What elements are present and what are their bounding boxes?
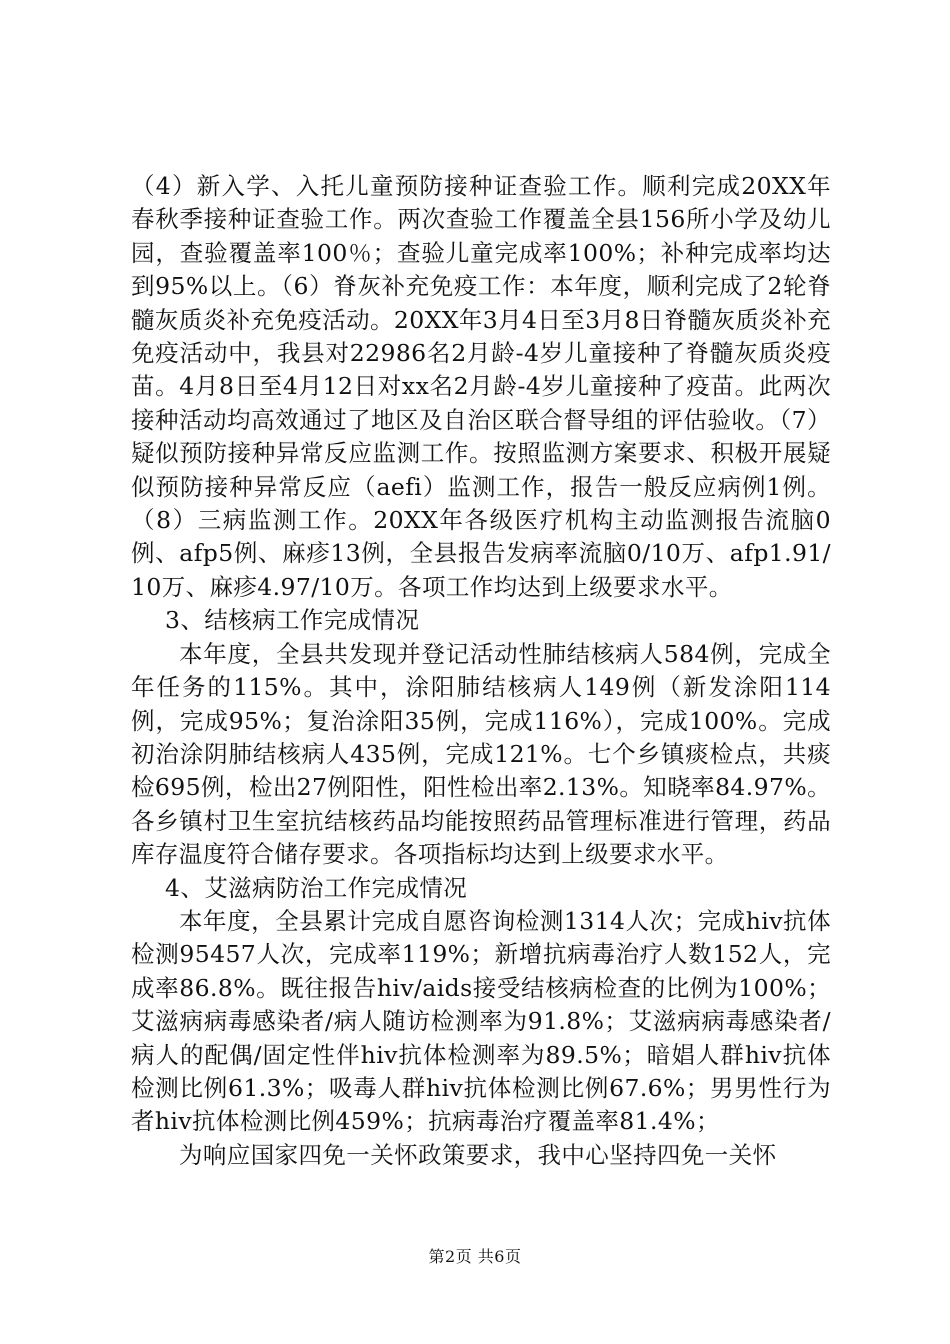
paragraph-four-free-one-care: 为响应国家四免一关怀政策要求，我中心坚持四免一关怀 <box>179 1140 777 1169</box>
paragraph-aids: 本年度，全县累计完成自愿咨询检测1314人次；完成hiv抗体检测95457人次，完成率119%；新增抗病毒治疗人数152人，完成率86.8%。既往报告hiv/aids接受结核病检查的比例为100%；艾滋病病毒感染者/病人随访检测率为91.8%；艾滋病病毒感染者/病人的配偶/固定性伴hiv抗体检测率为89.5%；暗娼人群hiv抗体检测比例61.3%；吸毒人群hiv抗体检测比例67.6%；男男性行为者hiv抗体检测比例459%；抗病毒治疗覆盖率81.4%； <box>131 906 831 1136</box>
page-footer: 第2页 共6页 <box>428 1247 522 1266</box>
section-heading-tuberculosis: 3、结核病工作完成情况 <box>165 606 420 635</box>
paragraph-tuberculosis: 本年度，全县共发现并登记活动性肺结核病人584例，完成全年任务的115%。其中，涂阳肺结核病人149例（新发涂阳114例，完成95%；复治涂阳35例，完成116%），完成100%。完成初治涂阴肺结核病人435例，完成121%。七个乡镇痰检点，共痰检695例，检出27例阳性，阳性检出率2.13%。知晓率84.97%。各乡镇村卫生室抗结核药品均能按照药品管理标准进行管理，药品库存温度符合储存要求。各项指标均达到上级要求水平。 <box>131 639 831 869</box>
paragraph-immunization: （4）新入学、入托儿童预防接种证查验工作。顺利完成20XX年春秋季接种证查验工作。两次查验工作覆盖全县156所小学及幼儿园，查验覆盖率100％；查验儿童完成率100%；补种完成率均达到95%以上。（6）脊灰补充免疫工作：本年度，顺利完成了2轮脊髓灰质炎补充免疫活动。20XX年3月4日至3月8日脊髓灰质炎补充免疫活动中，我县对22986名2月龄-4岁儿童接种了脊髓灰质炎疫苗。4月8日至4月12日对xx名2月龄-4岁儿童接种了疫苗。此两次接种活动均高效通过了地区及自治区联合督导组的评估验收。（7）疑似预防接种异常反应监测工作。按照监测方案要求、积极开展疑似预防接种异常反应（aefi）监测工作，报告一般反应病例1例。（8）三病监测工作。20XX年各级医疗机构主动监测报告流脑0例、afp5例、麻疹13例，全县报告发病率流脑0/10万、afp1.91/10万、麻疹4.97/10万。各项工作均达到上级要求水平。 <box>131 172 831 601</box>
document-body <box>131 170 831 1172</box>
section-heading-aids: 4、艾滋病防治工作完成情况 <box>165 873 468 902</box>
